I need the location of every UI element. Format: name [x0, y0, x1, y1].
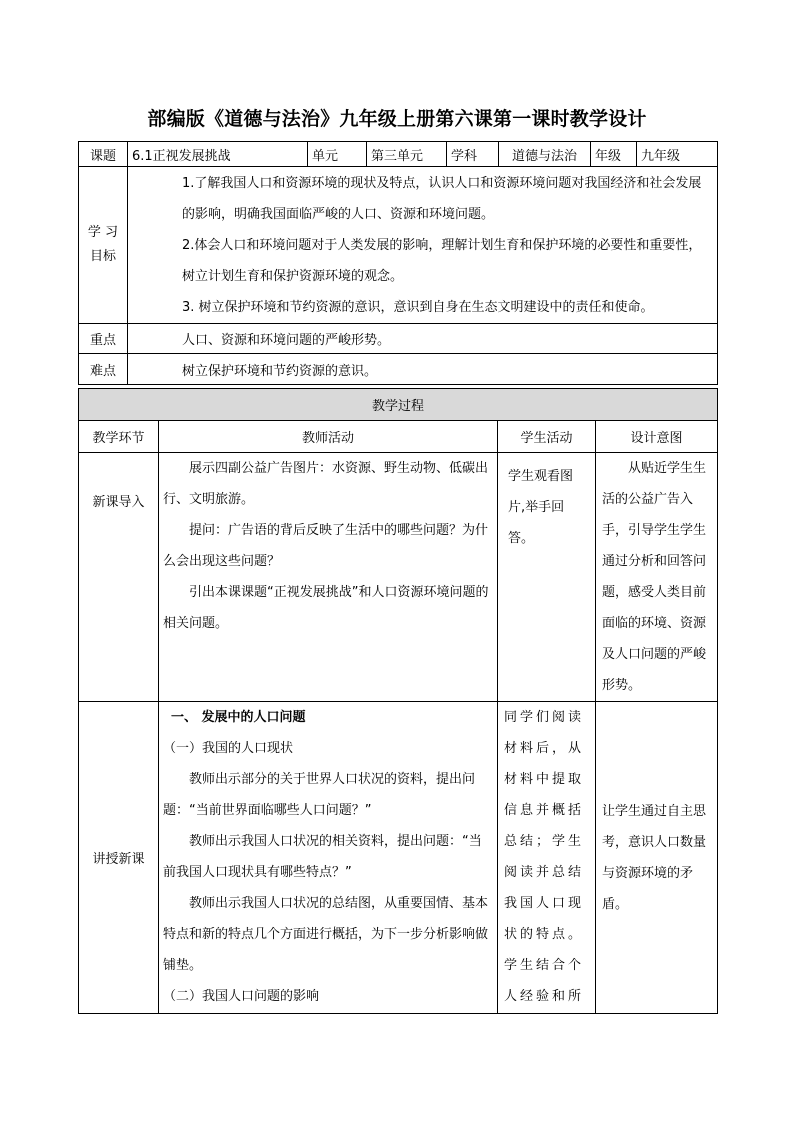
header-teacher: 教师活动 — [159, 421, 498, 453]
difficulty-value: 树立保护环境和节约资源的意识。 — [128, 354, 718, 385]
subsection-heading: （二）我国人口问题的影响 — [163, 989, 320, 1004]
unit-label: 单元 — [308, 142, 367, 167]
teacher-paragraph: 展示四副公益广告图片：水资源、野生动物、低碳出行、文明旅游。 — [163, 461, 489, 507]
lesson-label: 课题 — [79, 142, 128, 167]
student-text: 学生观看图片,举手回答。 — [508, 469, 574, 546]
page-title: 部编版《道德与法治》九年级上册第六课第一课时教学设计 — [147, 108, 647, 130]
student-activity-intro — [498, 453, 596, 702]
teacher-paragraph: 提问：广告语的背后反映了生活中的哪些问题？为什么会出现这些问题？ — [163, 523, 489, 569]
teacher-paragraph: 教师出示我国人口状况的相关资料，提出问题：“当前我国人口现状具有哪些特点？” — [163, 834, 482, 880]
header-stage: 教学环节 — [79, 421, 159, 453]
student-text: 同学们阅读材料后，从材料中提取信息并概括总结；学生阅读并总结我国人口现状的特点。学生结合个人经验和所 — [504, 710, 585, 1004]
process-title: 教学过程 — [79, 389, 718, 421]
objective-item: 1.了解我国人口和资源环境的现状及特点，认识人口和资源环境问题对我国经济和社会发展的影响，明确我国面临严峻的人口、资源和环境问题。 — [182, 175, 702, 222]
grade-label: 年级 — [591, 142, 637, 167]
intent-new — [596, 702, 718, 1014]
intent-text: 从贴近学生生活的公益广告入手，引导学生学生通过分析和回答问题，感受人类目前面临的环境、资源及人口问题的严峻形势。 — [602, 461, 707, 693]
teacher-paragraph: 教师出示部分的关于世界人口状况的资料，提出问题：“当前世界面临哪些人口问题？” — [163, 772, 476, 818]
grade-value: 九年级 — [637, 142, 718, 167]
header-table — [78, 141, 718, 385]
objectives-label — [79, 167, 128, 324]
subsection-heading: （一）我国的人口现状 — [163, 741, 294, 756]
header-student: 学生活动 — [498, 421, 596, 453]
stage-intro: 新课导入 — [79, 453, 159, 702]
section-heading: 一、 发展中的人口问题 — [171, 710, 306, 725]
objective-item: 2.体会人口和环境问题对于人类发展的影响，理解计划生育和保护环境的必要性和重要性，树立计划生育和保护资源环境的观念。 — [182, 237, 702, 284]
key-point-label: 重点 — [79, 324, 128, 354]
objectives-label-line2: 目标 — [89, 249, 116, 264]
process-table — [78, 388, 718, 1014]
header-intent: 设计意图 — [596, 421, 718, 453]
stage-new-lesson: 讲授新课 — [79, 702, 159, 1014]
key-point-value: 人口、资源和环境问题的严峻形势。 — [128, 324, 718, 354]
teacher-paragraph: 教师出示我国人口状况的总结图，从重要国情、基本特点和新的特点几个方面进行概括，为下一步分析影响做铺垫。 — [163, 896, 489, 973]
student-activity-new — [498, 702, 596, 1014]
intent-text: 让学生通过自主思考，意识人口数量与资源环境的矛盾。 — [602, 803, 707, 912]
objectives-content — [128, 167, 718, 324]
difficulty-label: 难点 — [79, 354, 128, 385]
intent-intro — [596, 453, 718, 702]
unit-value: 第三单元 — [367, 142, 447, 167]
objective-item: 3. 树立保护环境和节约资源的意识，意识到自身在生态文明建设中的责任和使命。 — [182, 299, 654, 315]
objectives-label-line1: 学 习 — [87, 225, 119, 240]
subject-label: 学科 — [447, 142, 499, 167]
subject-value: 道德与法治 — [499, 142, 591, 167]
lesson-value: 6.1正视发展挑战 — [128, 142, 308, 167]
teacher-paragraph: 引出本课课题“正视发展挑战”和人口资源环境问题的相关问题。 — [163, 585, 489, 631]
teacher-activity-intro — [159, 453, 498, 702]
teacher-activity-new — [159, 702, 498, 1014]
